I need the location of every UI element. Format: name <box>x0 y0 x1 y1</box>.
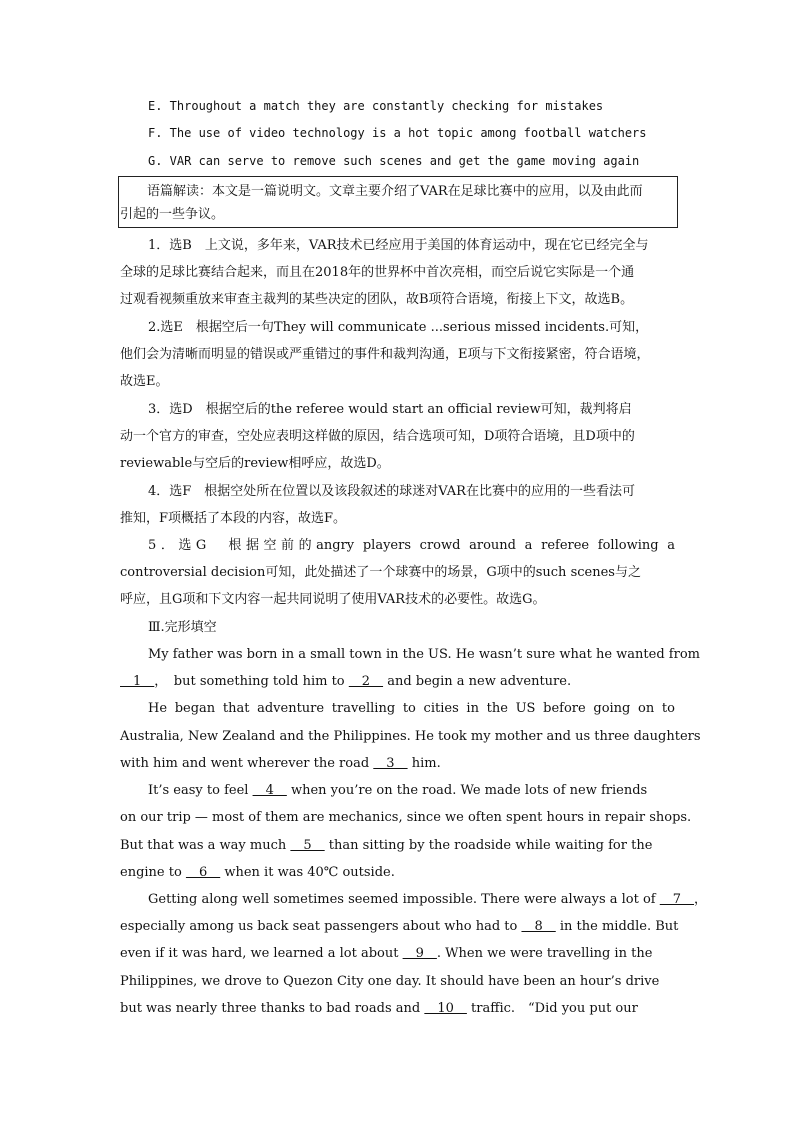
passage-text: ， but something told him to <box>154 674 349 689</box>
passage-p2-line-1: He began that adventure travelling to cities in the US before going on to <box>148 701 675 716</box>
passage-text: engine to <box>120 865 186 880</box>
blank-3[interactable]: 3 <box>373 756 408 771</box>
blank-9[interactable]: 9 <box>402 946 437 961</box>
passage-p4-line-5 <box>120 1000 675 1018</box>
passage-p4-line-3 <box>120 945 675 963</box>
answer-2-line-3: 故选E。 <box>120 374 169 389</box>
passage-text: It’s easy to feel <box>148 783 253 798</box>
answer-3-line-2: 动一个官方的审查，空处应表明这样做的原因，结合选项可知，D项符合语境，且D项中的 <box>120 429 635 444</box>
passage-text: Getting along well sometimes seemed impossible. There were always a lot of <box>148 892 660 907</box>
answer-2-line-2: 他们会为清晰而明显的错误或严重错过的事件和裁判沟通，E项与下文衔接紧密，符合语境， <box>120 347 650 362</box>
blank-8[interactable]: 8 <box>521 919 556 934</box>
passage-text: . When we were travelling in the <box>436 946 653 961</box>
section-title: Ⅲ.完形填空 <box>148 620 217 635</box>
blank-2[interactable]: 2 <box>348 674 384 689</box>
passage-text: even if it was hard, we learned a lot about <box>120 946 403 961</box>
passage-p3-line-2: on our trip — most of them are mechanics, since we often spent hours in repair shops. <box>120 810 692 825</box>
passage-p4-line-4: Philippines, we drove to Quezon City one day. It should have been an hour’s drive <box>120 974 660 989</box>
answer-1-line-3: 过观看视频重放来审查主裁判的某些决定的团队，故B项符合语境，衔接上下文，故选B。 <box>120 292 634 307</box>
passage-text: traffic. “Did you put our <box>466 1001 638 1016</box>
passage-p4-line-2 <box>120 918 679 936</box>
passage-text: ， <box>694 892 708 907</box>
passage-p4-line-1 <box>148 891 708 909</box>
blank-7[interactable]: 7 <box>659 892 695 907</box>
answer-1-line-2: 全球的足球比赛结合起来，而且在2018年的世界杯中首次亮相，而空后说它实际是一个通 <box>120 265 635 280</box>
passage-text: in the middle. But <box>555 919 679 934</box>
answer-3-line-3: reviewable与空后的review相呼应，故选D。 <box>120 456 390 471</box>
passage-p3-line-3 <box>120 837 675 855</box>
option-e: E. Throughout a match they are constantly checking for mistakes <box>148 99 604 113</box>
passage-text: with him and went wherever the road <box>120 756 374 771</box>
passage-p2-line-2: Australia, New Zealand and the Philippines. He took my mother and us three daughters <box>120 729 701 744</box>
passage-text: when it was 40℃ outside. <box>220 865 395 880</box>
passage-p1-line-1: My father was born in a small town in the US. He wasn’t sure what he wanted from <box>148 647 700 662</box>
passage-p2-line-3 <box>120 755 675 773</box>
summary-box <box>118 176 678 228</box>
blank-5[interactable]: 5 <box>290 838 325 853</box>
option-f: F. The use of video technology is a hot topic among football watchers <box>148 126 647 140</box>
answer-3-line-1: 3．选D 根据空后的the referee would start an official review可知，裁判将启 <box>148 402 632 417</box>
blank-10[interactable]: 10 <box>424 1001 467 1016</box>
summary-line-1: 语篇解读：本文是一篇说明文。文章主要介绍了VAR在足球比赛中的应用，以及由此而 <box>147 184 643 199</box>
blank-6[interactable]: 6 <box>185 865 221 880</box>
passage-text: But that was a way much <box>120 838 291 853</box>
passage-p3-line-1 <box>148 782 675 800</box>
answer-4-line-2: 推知，F项概括了本段的内容，故选F。 <box>120 511 347 526</box>
passage-text: especially among us back seat passengers about who had to <box>120 919 522 934</box>
passage-text: but was nearly three thanks to bad roads and <box>120 1001 425 1016</box>
option-g: G. VAR can serve to remove such scenes and get the game moving again <box>148 154 640 168</box>
answer-1-line-1: 1．选B 上文说，多年来，VAR技术已经应用于美国的体育运动中，现在它已经完全与 <box>148 238 649 253</box>
answer-5-line-1: 5．选G 根据空前的angry players crowd around a referee following a <box>148 538 675 553</box>
passage-text: and begin a new adventure. <box>383 674 572 689</box>
answer-2-line-1: 2.选E 根据空后一句They will communicate ...serious missed incidents.可知， <box>148 320 649 335</box>
answer-5-line-3: 呼应，且G项和下文内容一起共同说明了使用VAR技术的必要性。故选G。 <box>120 592 546 607</box>
answer-5-line-2: controversial decision可知，此处描述了一个球赛中的场景，G项中的such scenes与之 <box>120 565 641 580</box>
passage-text: him. <box>407 756 441 771</box>
summary-line-2: 引起的一些争议。 <box>120 207 225 222</box>
passage-text: than sitting by the roadside while waiting for the <box>324 838 653 853</box>
passage-p1-line-2 <box>120 673 675 691</box>
passage-p3-line-4 <box>120 864 675 882</box>
blank-1[interactable]: 1 <box>120 674 155 689</box>
passage-text: when you’re on the road. We made lots of new friends <box>286 783 648 798</box>
blank-4[interactable]: 4 <box>252 783 287 798</box>
answer-4-line-1: 4．选F 根据空处所在位置以及该段叙述的球迷对VAR在比赛中的应用的一些看法可 <box>148 484 635 499</box>
